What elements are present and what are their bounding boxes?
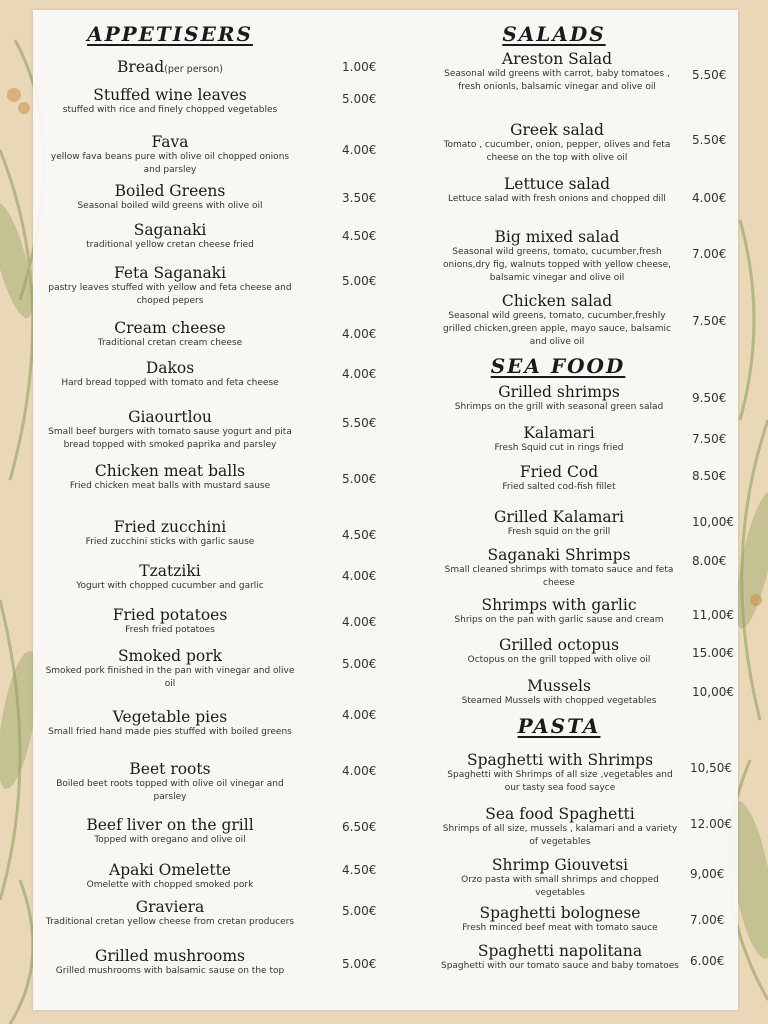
item-description: stuffed with rice and finely chopped vegetables [62, 105, 278, 115]
item-price: 4.00€ [342, 764, 377, 778]
item-price: 15.00€ [692, 646, 734, 660]
item-price: 10,50€ [690, 761, 732, 775]
item-name [502, 292, 612, 310]
item-price: 10,00€ [692, 685, 734, 699]
item-name-text: Vegetable pies [112, 708, 228, 726]
item-name [467, 751, 653, 769]
item-description: Seasonal boiled wild greens with olive oil [77, 201, 263, 211]
item-name-text: Areston Salad [501, 50, 613, 68]
item-price: 11,00€ [692, 608, 734, 622]
item-description: Omelette with chopped smoked pork [86, 880, 254, 890]
item-description: Octopus on the grill topped with olive oil [467, 655, 651, 665]
item-description: Seasonal wild greens, tomato, cucumber,fresh onions,dry fig, walnuts topped with yellow cheese, balsamic vinegar and olive oil [443, 247, 671, 283]
item-description: Fried zucchini sticks with garlic sause [85, 537, 255, 547]
item-name-text: Boiled Greens [114, 182, 226, 200]
item-price: 5.00€ [342, 274, 377, 288]
item-description: Lettuce salad with fresh onions and chopped dill [448, 194, 666, 204]
item-description: Boiled beet roots topped with olive oil vinegar and parsley [56, 779, 284, 802]
item-name-text: Chicken salad [501, 292, 613, 310]
item-price: 4.50€ [342, 229, 377, 243]
item-name-text: Spaghetti bolognese [479, 904, 641, 922]
item-name-text: Kalamari [523, 424, 595, 442]
item-name-text: Smoked pork [117, 647, 223, 665]
item-name [113, 708, 228, 726]
item-description: Spaghetti with Shrimps of all size ,vegetables and our tasty sea food sayce [447, 770, 673, 793]
item-price: 4.00€ [342, 615, 377, 629]
item-name-text: Stuffed wine leaves [93, 86, 247, 104]
item-price: 8.00€ [692, 554, 727, 568]
item-price: 7.00€ [692, 247, 727, 261]
item-description: Fresh fried potatoes [125, 625, 215, 635]
item-name-text: Beet roots [129, 760, 211, 778]
item-price: 7.50€ [692, 314, 727, 328]
item-description: Fried chicken meat balls with mustard sause [69, 481, 271, 491]
item-price: 4.00€ [342, 367, 377, 381]
item-description: Topped with oregano and olive oil [94, 835, 246, 845]
item-description: Small beef burgers with tomato sause yogurt and pita bread topped with smoked paprika and parsley [48, 427, 292, 450]
item-name [86, 816, 253, 834]
item-price: 5.00€ [342, 657, 377, 671]
item-description: pastry leaves stuffed with yellow and feta cheese and choped pepers [48, 283, 292, 306]
item-name-text: Grilled mushrooms [94, 947, 246, 965]
item-price: 9,00€ [690, 867, 725, 881]
item-name-text: Grilled shrimps [498, 383, 620, 401]
item-name-text: Apaki Omelette [109, 861, 231, 879]
item-description: traditional yellow cretan cheese fried [86, 240, 254, 250]
item-name-text: Chicken meat balls [94, 462, 246, 480]
item-price: 5.00€ [342, 92, 377, 106]
item-name [510, 121, 604, 139]
item-name [495, 228, 620, 246]
item-description: Steamed Mussels with chopped vegetables [461, 696, 657, 706]
item-description: Traditional cretan cream cheese [97, 338, 243, 348]
item-name [128, 408, 212, 426]
salads-heading: SALADS [502, 22, 606, 46]
item-description: Shrimps on the grill with seasonal green salad [454, 402, 664, 412]
item-name-text: Feta Saganaki [113, 264, 227, 282]
item-price: 4.50€ [342, 528, 377, 542]
item-price: 4.00€ [342, 327, 377, 341]
item-description: Grilled mushrooms with balsamic sause on the top [55, 966, 285, 976]
item-name-text: Fried zucchini [113, 518, 227, 536]
item-description: Hard bread topped with tomato and feta cheese [61, 378, 279, 388]
item-name [136, 898, 205, 916]
item-name-text: Giaourtlou [128, 408, 212, 426]
item-name [114, 264, 226, 282]
item-name [487, 546, 630, 564]
item-name [114, 518, 227, 536]
item-name-text: Big mixed salad [494, 228, 620, 246]
item-name [523, 424, 594, 442]
item-name [520, 463, 598, 481]
item-description: Small fried hand made pies stuffed with boiled greens [48, 727, 292, 737]
item-name [117, 58, 223, 79]
item-name [480, 904, 641, 922]
item-price: 5.50€ [342, 416, 377, 430]
item-note: (per person) [164, 64, 223, 75]
item-name-text: Spaghetti napolitana [477, 942, 643, 960]
item-name-text: Grilled octopus [498, 636, 620, 654]
item-description: Shrimps of all size, mussels , kalamari and a variety of vegetables [442, 824, 678, 847]
item-description: Yogurt with chopped cucumber and garlic [76, 581, 264, 591]
item-name [498, 383, 620, 401]
item-description: Tomato , cucumber, onion, pepper, olives and feta cheese on the top with olive oil [443, 140, 671, 163]
item-name [114, 319, 225, 337]
item-price: 12.00€ [690, 817, 732, 831]
pasta-heading: PASTA [517, 714, 601, 738]
item-price: 5.50€ [692, 68, 727, 82]
item-price: 7.50€ [692, 432, 727, 446]
item-description: yellow fava beans pure with olive oil chopped onions and parsley [50, 152, 290, 175]
item-name-text: Greek salad [510, 121, 604, 139]
item-name [504, 175, 610, 193]
item-name [485, 805, 634, 823]
item-description: Fresh Squid cut in rings fried [494, 443, 624, 453]
item-name [115, 182, 226, 200]
item-price: 6.00€ [690, 954, 725, 968]
item-description: Small cleaned shrimps with tomato sauce and feta cheese [444, 565, 674, 588]
item-name [482, 596, 637, 614]
item-description: Fried salted cod-fish fillet [502, 482, 616, 492]
item-name [95, 947, 245, 965]
item-name-text: Saganaki Shrimps [487, 546, 631, 564]
item-price: 4.00€ [342, 708, 377, 722]
seafood-heading: SEA FOOD [490, 354, 626, 378]
item-name-text: Shrimp Giouvetsi [491, 856, 629, 874]
item-description: Smoked pork finished in the pan with vinegar and olive oil [45, 666, 295, 689]
item-name [129, 760, 210, 778]
item-name-text: Beef liver on the grill [86, 816, 254, 834]
item-price: 1.00€ [342, 60, 377, 74]
item-name [499, 636, 619, 654]
item-description: Seasonal wild greens, tomato, cucumber,freshly grilled chicken,green apple, mayo sauce, balsamic and olive oil [443, 311, 671, 347]
item-name-text: Fried potatoes [112, 606, 228, 624]
item-name [95, 462, 245, 480]
item-price: 7.00€ [690, 913, 725, 927]
item-name [113, 606, 228, 624]
item-name [478, 942, 642, 960]
item-name-text: Dakos [145, 359, 195, 377]
item-price: 5.50€ [692, 133, 727, 147]
item-price: 3.50€ [342, 191, 377, 205]
item-name [502, 50, 612, 68]
item-name [492, 856, 628, 874]
item-name [93, 86, 246, 104]
item-name-text: Bread [117, 58, 165, 76]
item-name-text: Sea food Spaghetti [485, 805, 635, 823]
item-price: 9.50€ [692, 391, 727, 405]
item-name [109, 861, 231, 879]
item-name [134, 221, 207, 239]
item-name [494, 508, 624, 526]
item-name-text: Fried Cod [519, 463, 599, 481]
item-description: Orzo pasta with small shrimps and chopped vegetables [461, 875, 659, 898]
item-name-text: Shrimps with garlic [481, 596, 637, 614]
item-price: 4.00€ [342, 569, 377, 583]
item-price: 4.50€ [342, 863, 377, 877]
item-name [139, 562, 200, 580]
item-name [146, 359, 194, 377]
item-name-text: Fava [151, 133, 189, 151]
item-name [152, 133, 189, 151]
item-price: 6.50€ [342, 820, 377, 834]
item-price: 10,00€ [692, 515, 734, 529]
item-name-text: Grilled Kalamari [493, 508, 625, 526]
item-price: 4.00€ [692, 191, 727, 205]
item-name-text: Graviera [135, 898, 205, 916]
item-description: Fresh minced beef meat with tomato sauce [462, 923, 658, 933]
item-description: Fresh squid on the grill [507, 527, 611, 537]
appetisers-heading: APPETISERS [87, 22, 253, 46]
item-name-text: Lettuce salad [503, 175, 611, 193]
item-name-text: Cream cheese [114, 319, 226, 337]
item-name-text: Mussels [527, 677, 591, 695]
item-name [118, 647, 222, 665]
item-description: Traditional cretan yellow cheese from cretan producers [45, 917, 295, 927]
item-description: Spaghetti with our tomato sauce and baby tomatoes [440, 961, 679, 971]
item-price: 5.00€ [342, 904, 377, 918]
item-price: 5.00€ [342, 957, 377, 971]
item-name [527, 677, 591, 695]
item-description: Seasonal wild greens with carrot, baby tomatoes , fresh onionls, balsamic vinegar and olive oil [444, 69, 670, 92]
item-price: 4.00€ [342, 143, 377, 157]
item-description: Shrips on the pan with garlic sause and cream [454, 615, 664, 625]
item-name-text: Tzatziki [139, 562, 201, 580]
item-name-text: Spaghetti with Shrimps [466, 751, 654, 769]
item-name-text: Saganaki [133, 221, 207, 239]
item-price: 5.00€ [342, 472, 377, 486]
item-price: 8.50€ [692, 469, 727, 483]
